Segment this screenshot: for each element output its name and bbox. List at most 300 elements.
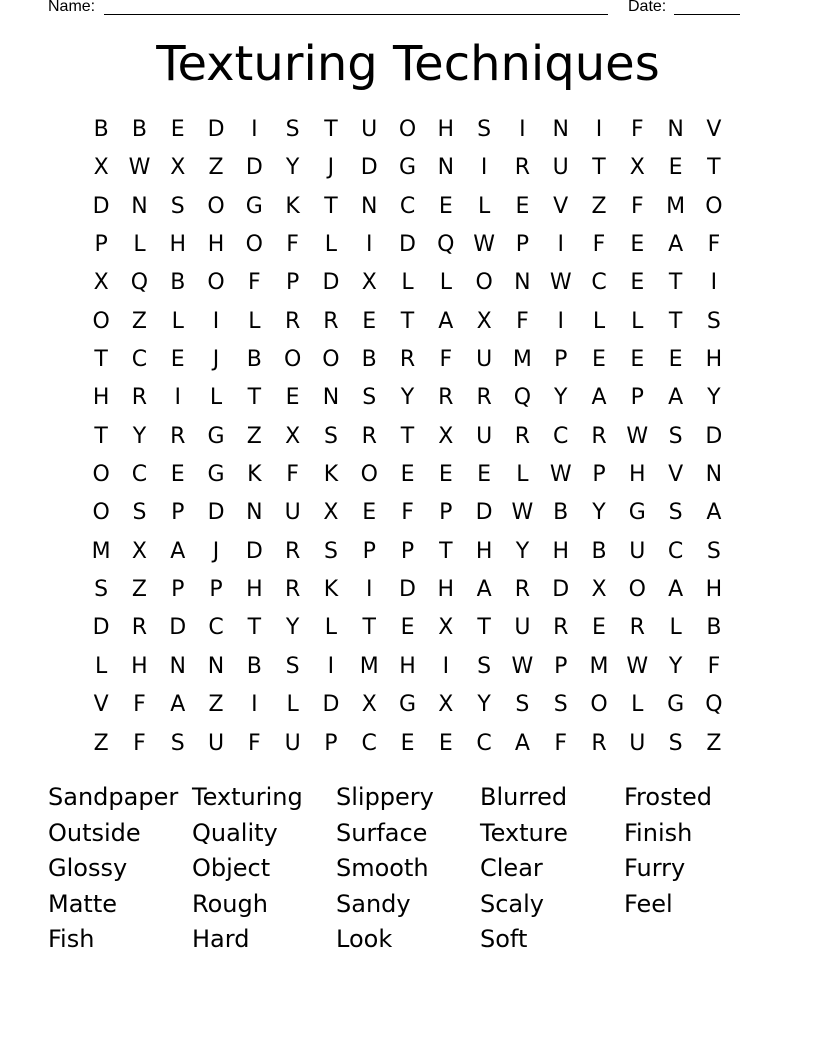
grid-letter: U bbox=[629, 730, 646, 756]
word-bank-item: Feel bbox=[624, 889, 673, 918]
grid-letter: V bbox=[93, 692, 109, 718]
word-bank-item: Slippery bbox=[336, 783, 434, 811]
grid-letter: E bbox=[592, 615, 606, 641]
grid-letter: X bbox=[438, 615, 454, 641]
grid-letter: M bbox=[359, 653, 379, 679]
word-bank-item: Scaly bbox=[480, 889, 545, 918]
grid-letter: E bbox=[515, 193, 530, 219]
grid-letter: S bbox=[94, 577, 109, 603]
grid-letter: D bbox=[245, 155, 263, 181]
grid-letter: G bbox=[207, 462, 225, 488]
grid-letter: A bbox=[706, 500, 722, 526]
grid-letter: P bbox=[285, 270, 300, 296]
grid-letter: N bbox=[322, 385, 340, 411]
grid-letter: D bbox=[92, 193, 110, 219]
grid-letter: H bbox=[629, 462, 646, 488]
grid-letter: K bbox=[247, 462, 262, 488]
grid-letter: E bbox=[362, 500, 377, 526]
grid-letter: A bbox=[591, 385, 607, 411]
grid-letter: D bbox=[552, 577, 570, 603]
grid-letter: B bbox=[131, 117, 147, 142]
grid-letter: F bbox=[133, 692, 146, 718]
grid-letter: P bbox=[171, 577, 185, 603]
grid-letter: R bbox=[284, 538, 301, 564]
grid-letter: D bbox=[92, 615, 110, 641]
grid-letter: A bbox=[438, 308, 454, 334]
grid-letter: S bbox=[170, 730, 185, 756]
grid-letter: T bbox=[247, 385, 262, 411]
grid-letter: U bbox=[476, 423, 493, 449]
grid-letter: Z bbox=[208, 692, 224, 718]
grid-letter: R bbox=[361, 423, 377, 449]
grid-letter: R bbox=[438, 385, 454, 411]
grid-letter: D bbox=[322, 270, 340, 296]
grid-letter: H bbox=[131, 653, 148, 679]
grid-letter: I bbox=[557, 232, 564, 258]
grid-letter: P bbox=[324, 730, 338, 756]
grid-letter: O bbox=[322, 347, 340, 373]
word-bank-item: Object bbox=[192, 854, 271, 882]
grid-letter: Y bbox=[400, 385, 415, 411]
grid-letter: W bbox=[128, 155, 151, 181]
grid-letter: E bbox=[400, 615, 415, 641]
grid-letter: U bbox=[629, 538, 646, 564]
grid-letter: H bbox=[92, 385, 110, 411]
grid-letter: D bbox=[399, 577, 416, 603]
grid-letter: R bbox=[629, 615, 645, 641]
grid-letter: U bbox=[476, 347, 493, 373]
page-title: Texturing Techniques bbox=[156, 36, 660, 92]
grid-letter: I bbox=[251, 692, 258, 718]
grid-letter: B bbox=[246, 347, 262, 373]
grid-letter: L bbox=[439, 270, 452, 296]
grid-letter: Y bbox=[553, 385, 568, 411]
word-bank-item: Outside bbox=[48, 818, 141, 847]
grid-letter: L bbox=[631, 308, 644, 334]
word-bank-item: Furry bbox=[624, 854, 686, 882]
grid-letter: X bbox=[170, 155, 186, 181]
grid-letter: S bbox=[323, 423, 338, 449]
word-bank-item: Sandy bbox=[336, 889, 411, 918]
grid-letter: T bbox=[362, 615, 376, 641]
grid-letter: L bbox=[286, 692, 299, 718]
grid-letter: D bbox=[207, 117, 225, 142]
grid-letter: O bbox=[590, 692, 608, 718]
grid-letter: T bbox=[247, 615, 262, 641]
grid-letter: I bbox=[251, 117, 258, 142]
grid-letter: Y bbox=[285, 155, 300, 181]
word-bank-item: Smooth bbox=[336, 854, 429, 882]
grid-letter: B bbox=[553, 500, 569, 526]
grid-letter: N bbox=[207, 653, 225, 679]
grid-letter: X bbox=[285, 423, 301, 449]
grid-letter: O bbox=[705, 193, 723, 219]
grid-letter: L bbox=[631, 692, 644, 718]
word-bank-item: Look bbox=[336, 925, 393, 953]
grid-letter: H bbox=[207, 232, 225, 258]
grid-letter: T bbox=[94, 347, 108, 373]
grid-letter: F bbox=[516, 308, 529, 334]
grid-letter: T bbox=[324, 117, 338, 142]
grid-letter: I bbox=[480, 155, 488, 181]
grid-letter: V bbox=[553, 193, 569, 219]
word-bank-item: Surface bbox=[336, 818, 428, 847]
grid-letter: H bbox=[399, 653, 416, 679]
grid-letter: W bbox=[549, 462, 572, 488]
grid-letter: H bbox=[475, 538, 493, 564]
date-label: Date: bbox=[628, 0, 667, 15]
grid-letter: F bbox=[707, 653, 721, 679]
grid-letter: P bbox=[400, 538, 415, 564]
grid-letter: S bbox=[706, 308, 721, 334]
grid-letter: P bbox=[171, 500, 185, 526]
grid-letter: K bbox=[323, 462, 339, 488]
grid-letter: C bbox=[131, 347, 148, 373]
grid-letter: E bbox=[170, 462, 185, 488]
grid-letter: Y bbox=[707, 385, 721, 411]
grid-letter: U bbox=[361, 117, 378, 142]
word-bank-item: Quality bbox=[192, 818, 278, 847]
grid-letter: S bbox=[515, 692, 530, 718]
word-bank-item: Finish bbox=[624, 818, 693, 847]
grid-letter: O bbox=[398, 117, 417, 142]
grid-letter: L bbox=[324, 615, 338, 641]
grid-letter: C bbox=[667, 538, 684, 564]
grid-letter: P bbox=[94, 232, 108, 258]
grid-letter: R bbox=[514, 155, 531, 181]
grid-letter: X bbox=[93, 155, 109, 181]
word-bank bbox=[48, 780, 768, 958]
word-bank-row bbox=[48, 780, 768, 816]
grid-letter: I bbox=[174, 385, 181, 411]
grid-letter: S bbox=[477, 117, 492, 142]
grid-letter: L bbox=[133, 232, 146, 258]
name-blank-line bbox=[104, 14, 608, 15]
grid-letter: S bbox=[285, 117, 300, 142]
word-bank-item: Hard bbox=[192, 925, 250, 953]
grid-letter: E bbox=[477, 462, 492, 488]
grid-letter: S bbox=[706, 538, 721, 564]
grid-letter: G bbox=[628, 500, 646, 526]
grid-letter: D bbox=[169, 615, 187, 641]
grid-letter: O bbox=[283, 347, 302, 373]
grid-letter: E bbox=[400, 462, 415, 488]
grid-letter: M bbox=[589, 653, 609, 679]
grid-letter: E bbox=[630, 270, 645, 296]
grid-letter: F bbox=[286, 462, 299, 488]
name-label: Name: bbox=[48, 0, 96, 15]
grid-letter: X bbox=[591, 577, 607, 603]
grid-letter: X bbox=[323, 500, 339, 526]
grid-letter: T bbox=[439, 538, 453, 564]
grid-letter: E bbox=[630, 232, 645, 258]
grid-letter: X bbox=[629, 155, 645, 181]
grid-letter: N bbox=[705, 462, 723, 488]
grid-letter: D bbox=[399, 232, 416, 258]
grid-letter: L bbox=[209, 385, 223, 411]
grid-letter: G bbox=[667, 692, 685, 718]
grid-letter: N bbox=[131, 193, 148, 219]
grid-letter: C bbox=[476, 730, 492, 756]
grid-letter: O bbox=[207, 193, 225, 219]
grid-letter: M bbox=[512, 347, 532, 373]
grid-letter: S bbox=[362, 385, 377, 411]
grid-letter: W bbox=[626, 653, 649, 679]
grid-letter: S bbox=[285, 653, 300, 679]
grid-letter: F bbox=[248, 730, 261, 756]
grid-letter: B bbox=[706, 615, 722, 641]
grid-letter: D bbox=[245, 538, 263, 564]
grid-letter: N bbox=[437, 155, 455, 181]
grid-letter: F bbox=[630, 117, 644, 142]
grid-letter: S bbox=[132, 500, 147, 526]
grid-letter: T bbox=[400, 423, 415, 449]
grid-letter: P bbox=[515, 232, 530, 258]
grid-letter: Q bbox=[437, 232, 455, 258]
grid-letter: S bbox=[323, 538, 338, 564]
grid-letter: T bbox=[668, 308, 683, 334]
grid-letter: L bbox=[95, 653, 108, 679]
grid-letter: O bbox=[628, 577, 646, 603]
grid-letter: O bbox=[360, 462, 378, 488]
grid-letter: O bbox=[475, 270, 493, 296]
grid-letter: P bbox=[630, 385, 644, 411]
grid-letter: T bbox=[707, 155, 721, 181]
grid-letter: U bbox=[284, 730, 301, 756]
grid-letter: X bbox=[361, 692, 377, 718]
grid-letter: J bbox=[327, 155, 335, 181]
grid-letter: F bbox=[286, 232, 299, 258]
grid-letter: E bbox=[438, 462, 453, 488]
grid-letter: W bbox=[511, 500, 534, 526]
grid-letter: L bbox=[248, 308, 261, 334]
grid-letter: W bbox=[549, 270, 572, 296]
word-bank-item: Matte bbox=[48, 889, 117, 918]
grid-letter: X bbox=[438, 423, 454, 449]
grid-letter: B bbox=[246, 653, 262, 679]
grid-letter: R bbox=[170, 423, 186, 449]
grid-letter: Z bbox=[93, 730, 109, 756]
word-bank-row bbox=[48, 851, 768, 887]
grid-letter: E bbox=[438, 730, 453, 756]
grid-letter: R bbox=[591, 730, 607, 756]
grid-letter: M bbox=[666, 193, 686, 219]
grid-letter: C bbox=[591, 270, 607, 296]
grid-letter: B bbox=[591, 538, 607, 564]
grid-letter: N bbox=[360, 193, 378, 219]
grid-letter: R bbox=[553, 615, 569, 641]
word-bank-item: Rough bbox=[192, 889, 268, 918]
grid-letter: Z bbox=[706, 730, 722, 756]
grid-letter: U bbox=[514, 615, 531, 641]
grid-letter: N bbox=[514, 270, 531, 296]
grid-letter: A bbox=[668, 577, 684, 603]
word-bank-row bbox=[48, 816, 768, 852]
grid-letter: D bbox=[207, 500, 225, 526]
grid-letter: L bbox=[592, 308, 606, 334]
word-bank-item: Blurred bbox=[480, 783, 568, 811]
word-bank-row bbox=[48, 887, 768, 923]
grid-letter: G bbox=[207, 423, 225, 449]
grid-letter: E bbox=[592, 347, 606, 373]
date-blank-line bbox=[674, 14, 740, 15]
grid-letter: V bbox=[668, 462, 684, 488]
grid-letter: F bbox=[707, 232, 721, 258]
grid-letter: B bbox=[170, 270, 186, 296]
grid-letter: E bbox=[438, 193, 453, 219]
worksheet-header bbox=[48, 0, 748, 18]
grid-letter: M bbox=[91, 538, 111, 564]
grid-letter: K bbox=[285, 193, 300, 219]
grid-letter: F bbox=[401, 500, 414, 526]
grid-letter: T bbox=[400, 308, 415, 334]
grid-letter: Z bbox=[246, 423, 262, 449]
grid-letter: R bbox=[131, 385, 148, 411]
grid-letter: E bbox=[668, 347, 683, 373]
grid-letter: B bbox=[93, 117, 109, 142]
grid-letter: O bbox=[207, 270, 225, 296]
grid-letter: Y bbox=[477, 692, 491, 718]
grid-letter: Y bbox=[285, 615, 300, 641]
grid-letter: W bbox=[511, 653, 534, 679]
grid-letter: Y bbox=[515, 538, 530, 564]
grid-letter: G bbox=[398, 155, 417, 181]
grid-letter: R bbox=[399, 347, 416, 373]
grid-letter: I bbox=[365, 577, 373, 603]
grid-letter: H bbox=[705, 347, 723, 373]
grid-letter: I bbox=[710, 270, 718, 296]
grid-letter: F bbox=[248, 270, 261, 296]
grid-letter: B bbox=[361, 347, 377, 373]
grid-letter: Q bbox=[513, 385, 532, 411]
grid-letter: X bbox=[131, 538, 147, 564]
grid-letter: O bbox=[92, 308, 110, 334]
grid-letter: I bbox=[442, 653, 450, 679]
grid-letter: Q bbox=[705, 692, 723, 718]
grid-letter: C bbox=[131, 462, 148, 488]
grid-letter: R bbox=[284, 577, 301, 603]
grid-letter: F bbox=[554, 730, 568, 756]
grid-letter: L bbox=[324, 232, 338, 258]
grid-letter: H bbox=[246, 577, 263, 603]
grid-letter: E bbox=[362, 308, 377, 334]
grid-letter: A bbox=[170, 538, 186, 564]
grid-letter: T bbox=[94, 423, 108, 449]
grid-letter: A bbox=[476, 577, 492, 603]
word-bank-item: Sandpaper bbox=[48, 783, 179, 811]
grid-letter: Z bbox=[131, 577, 147, 603]
grid-letter: P bbox=[209, 577, 223, 603]
grid-letter: T bbox=[592, 155, 606, 181]
grid-letter: N bbox=[246, 500, 263, 526]
grid-letter: D bbox=[360, 155, 378, 181]
grid-letter: E bbox=[400, 730, 415, 756]
grid-letter: D bbox=[705, 423, 723, 449]
grid-letter: Z bbox=[131, 308, 147, 334]
grid-letter: E bbox=[285, 385, 300, 411]
grid-letter: X bbox=[93, 270, 109, 296]
grid-letter: I bbox=[327, 653, 335, 679]
grid-letter: I bbox=[519, 117, 526, 142]
grid-letter: H bbox=[169, 232, 187, 258]
grid-letter: T bbox=[668, 270, 683, 296]
grid-letter: U bbox=[284, 500, 301, 526]
grid-letter: G bbox=[245, 193, 263, 219]
grid-letter: F bbox=[592, 232, 606, 258]
grid-letter: A bbox=[514, 730, 530, 756]
grid-letter: F bbox=[133, 730, 146, 756]
grid-letter: P bbox=[554, 653, 568, 679]
grid-letter: S bbox=[553, 692, 568, 718]
grid-letter: O bbox=[245, 232, 263, 258]
grid-letter: E bbox=[668, 155, 683, 181]
grid-letter: N bbox=[667, 117, 684, 142]
grid-letter: S bbox=[477, 653, 492, 679]
grid-letter: F bbox=[439, 347, 453, 373]
grid-letter: R bbox=[514, 577, 531, 603]
grid-letter: L bbox=[669, 615, 682, 641]
grid-letter: U bbox=[552, 155, 569, 181]
grid-letter: R bbox=[514, 423, 531, 449]
grid-letter: Y bbox=[132, 423, 147, 449]
grid-letter: E bbox=[170, 117, 185, 142]
grid-letter: X bbox=[438, 692, 454, 718]
grid-letter: H bbox=[437, 577, 455, 603]
grid-letter: W bbox=[626, 423, 649, 449]
grid-letter: E bbox=[630, 347, 645, 373]
grid-letter: J bbox=[212, 347, 220, 373]
grid-letter: G bbox=[398, 692, 417, 718]
grid-letter: O bbox=[92, 462, 110, 488]
grid-letter: Y bbox=[592, 500, 606, 526]
grid-letter: L bbox=[516, 462, 529, 488]
grid-letter: L bbox=[477, 193, 491, 219]
word-bank-item: Glossy bbox=[48, 854, 128, 882]
grid-letter: N bbox=[552, 117, 569, 142]
grid-letter: E bbox=[170, 347, 185, 373]
grid-letter: X bbox=[476, 308, 492, 334]
grid-letter: F bbox=[630, 193, 644, 219]
grid-letter: V bbox=[706, 117, 722, 142]
grid-letter: R bbox=[131, 615, 148, 641]
grid-letter: C bbox=[553, 423, 569, 449]
grid-letter: R bbox=[591, 423, 607, 449]
grid-letter: D bbox=[322, 692, 340, 718]
grid-letter: Z bbox=[591, 193, 607, 219]
grid-letter: O bbox=[92, 500, 110, 526]
grid-letter: T bbox=[477, 615, 491, 641]
grid-letter: J bbox=[212, 538, 220, 564]
word-bank-item: Soft bbox=[480, 925, 528, 953]
grid-letter: A bbox=[668, 232, 684, 258]
grid-letter: A bbox=[170, 692, 186, 718]
grid-letter: A bbox=[668, 385, 684, 411]
grid-letter: L bbox=[171, 308, 184, 334]
grid-letter: I bbox=[595, 117, 603, 142]
word-bank-item: Texturing bbox=[192, 783, 303, 811]
grid-letter: R bbox=[284, 308, 301, 334]
grid-letter: P bbox=[554, 347, 568, 373]
grid-letter: Z bbox=[208, 155, 224, 181]
grid-letter: N bbox=[169, 653, 186, 679]
letter-grid bbox=[82, 111, 733, 763]
grid-letter: S bbox=[170, 193, 185, 219]
grid-letter: P bbox=[439, 500, 453, 526]
grid-letter: R bbox=[323, 308, 339, 334]
grid-letter: S bbox=[668, 423, 683, 449]
grid-letter: C bbox=[208, 615, 224, 641]
grid-letter: T bbox=[324, 193, 338, 219]
